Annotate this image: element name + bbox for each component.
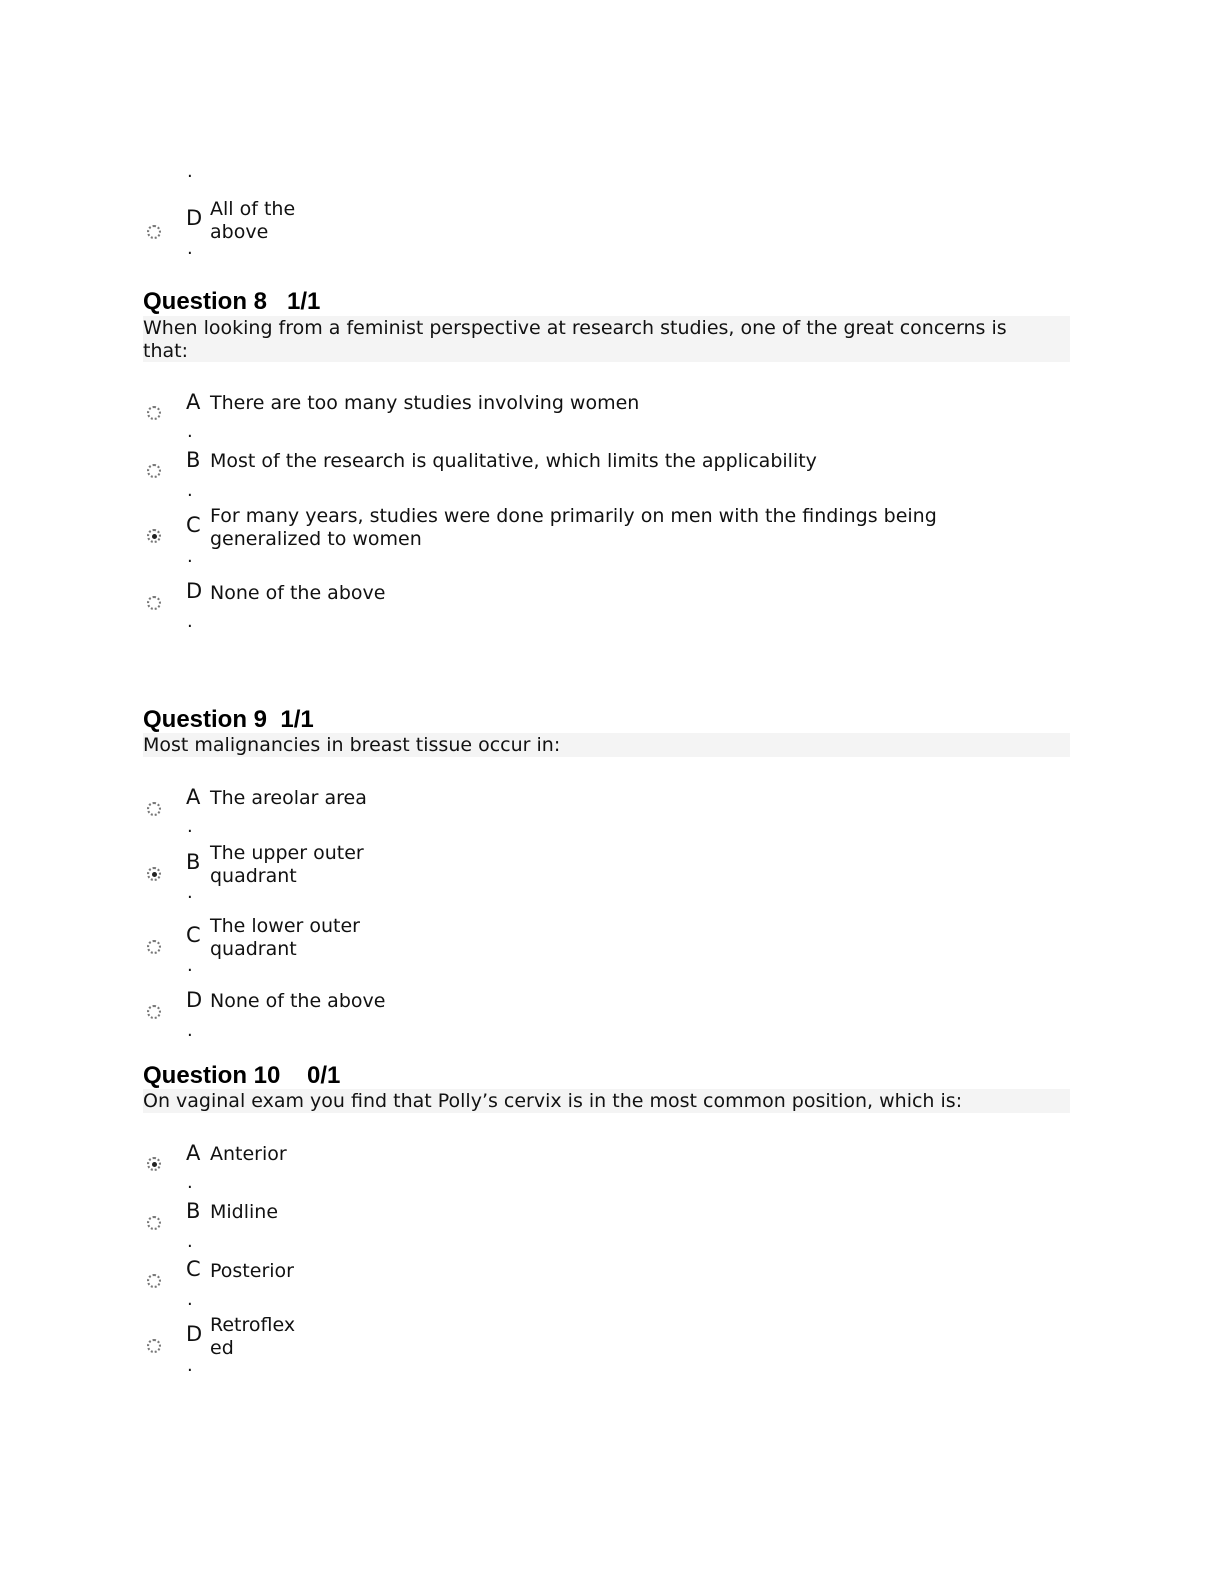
option-letter: A [186, 785, 201, 809]
option-text: None of the above [210, 990, 386, 1012]
answer-radio-b[interactable] [147, 464, 161, 478]
option-text: Midline [210, 1201, 279, 1223]
answer-radio-b-selected[interactable] [147, 867, 161, 881]
separator-dot: . [187, 421, 193, 442]
option-letter: A [186, 1141, 201, 1165]
separator-dot: . [187, 1172, 193, 1193]
question-text: Most malignancies in breast tissue occur in: [143, 734, 561, 756]
option-letter: A [186, 390, 201, 414]
separator-dot: . [187, 546, 193, 567]
option-text: The lower outer quadrant [210, 915, 360, 960]
answer-radio-c[interactable] [147, 1274, 161, 1288]
option-letter: D [186, 206, 203, 230]
option-letter: B [186, 850, 201, 874]
option-text: All of the above [210, 198, 296, 243]
question-text: When looking from a feminist perspective at research studies, one of the great concerns is that: [143, 317, 1007, 362]
option-letter: B [186, 1199, 201, 1223]
answer-radio-c-selected[interactable] [147, 529, 161, 543]
separator-dot: . [187, 161, 193, 182]
option-letter: D [186, 579, 203, 603]
option-text: The upper outer quadrant [210, 842, 364, 887]
answer-radio-a[interactable] [147, 406, 161, 420]
answer-radio-d[interactable] [147, 1005, 161, 1019]
question-title: Question 9 1/1 [143, 706, 314, 733]
answer-radio-a-selected[interactable] [147, 1157, 161, 1171]
option-letter: C [186, 923, 201, 947]
option-letter: C [186, 1257, 201, 1281]
answer-radio-a[interactable] [147, 802, 161, 816]
option-text: Anterior [210, 1143, 287, 1165]
separator-dot: . [187, 816, 193, 837]
answer-radio-c[interactable] [147, 940, 161, 954]
answer-radio-d[interactable] [147, 1339, 161, 1353]
separator-dot: . [187, 480, 193, 501]
answer-radio-d[interactable] [147, 225, 161, 239]
option-text: None of the above [210, 582, 386, 604]
option-letter: C [186, 513, 201, 537]
answer-radio-b[interactable] [147, 1216, 161, 1230]
separator-dot: . [187, 238, 193, 259]
option-letter: B [186, 448, 201, 472]
option-text: For many years, studies were done primarily on men with the findings being generalized to women [210, 505, 937, 550]
question-title: Question 10 0/1 [143, 1062, 341, 1089]
separator-dot: . [187, 611, 193, 632]
separator-dot: . [187, 1355, 193, 1376]
option-text: Retroflexed [210, 1314, 296, 1359]
option-letter: D [186, 988, 203, 1012]
question-title: Question 8 1/1 [143, 288, 321, 315]
separator-dot: . [187, 955, 193, 976]
separator-dot: . [187, 1289, 193, 1310]
option-letter: D [186, 1322, 203, 1346]
option-text: The areolar area [210, 787, 367, 809]
answer-radio-d[interactable] [147, 596, 161, 610]
separator-dot: . [187, 1231, 193, 1252]
option-text: There are too many studies involving women [210, 392, 640, 414]
separator-dot: . [187, 1020, 193, 1041]
separator-dot: . [187, 882, 193, 903]
option-text: Most of the research is qualitative, which limits the applicability [210, 450, 817, 472]
option-text: Posterior [210, 1260, 294, 1282]
question-text: On vaginal exam you find that Polly’s cervix is in the most common position, which is: [143, 1090, 963, 1112]
